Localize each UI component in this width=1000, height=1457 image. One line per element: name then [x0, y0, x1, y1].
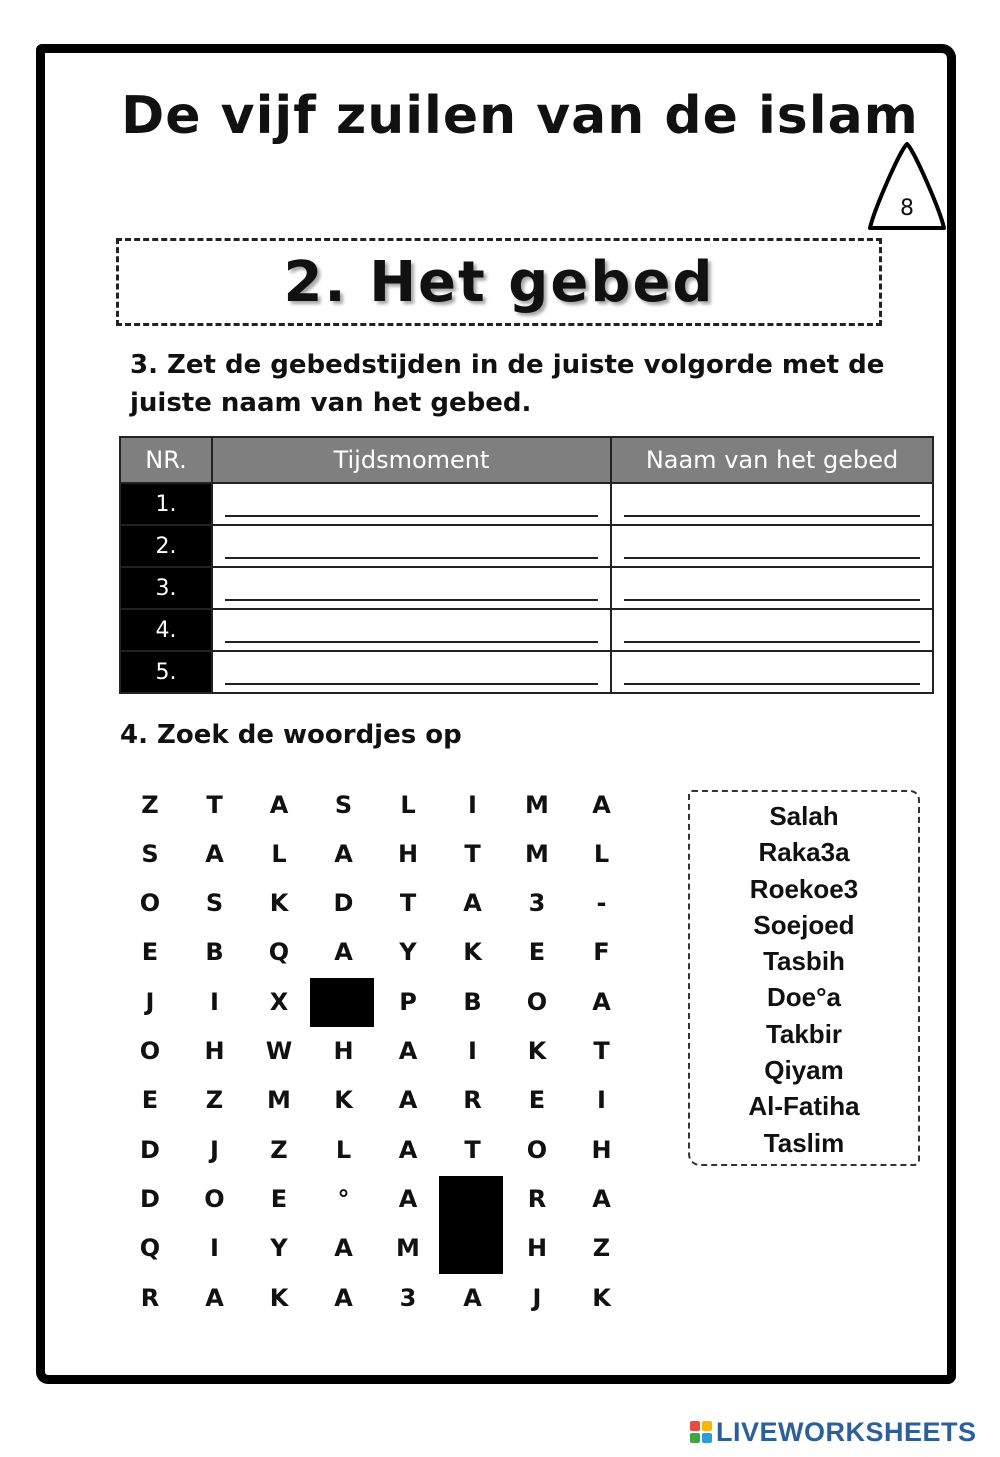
grid-blocked-cell — [439, 1176, 503, 1274]
brand-mark-square — [690, 1433, 700, 1443]
grid-letter[interactable]: B — [205, 938, 224, 967]
grid-letter[interactable]: Z — [141, 790, 159, 819]
question-4: 4. Zoek de woordjes op — [120, 720, 462, 750]
grid-letter[interactable]: Y — [399, 938, 417, 967]
grid-letter[interactable]: F — [593, 938, 610, 967]
grid-letter[interactable]: H — [333, 1037, 354, 1065]
grid-letter[interactable]: R — [463, 1086, 482, 1115]
section-heading: 2. Het gebed — [283, 249, 715, 315]
grid-letter[interactable]: T — [399, 889, 417, 918]
naam-answer-blank[interactable] — [624, 491, 920, 517]
word-list-item: Soejoed — [753, 909, 855, 940]
grid-letter[interactable]: R — [140, 1283, 160, 1312]
grid-letter[interactable]: A — [205, 839, 224, 868]
word-list-item: Raka3a — [758, 837, 850, 868]
table-row — [120, 567, 933, 609]
grid-letter[interactable]: L — [400, 790, 416, 819]
brand-mark-icon — [690, 1421, 712, 1443]
prayer-times-table — [119, 436, 934, 694]
grid-letter[interactable]: L — [271, 839, 287, 868]
grid-letter[interactable]: A — [334, 938, 353, 967]
word-list-item: Takbir — [765, 1018, 843, 1049]
grid-letter[interactable]: E — [141, 938, 159, 967]
column-header-nr: NR. — [120, 437, 212, 483]
grid-letter[interactable]: O — [526, 987, 548, 1016]
grid-letter[interactable]: D — [140, 1184, 160, 1213]
grid-letter[interactable]: A — [398, 1037, 418, 1065]
grid-letter[interactable]: D — [140, 1135, 160, 1164]
word-list-item: Qiyam — [764, 1055, 844, 1086]
grid-letter[interactable]: H — [397, 839, 419, 868]
grid-letter[interactable]: A — [334, 1283, 353, 1312]
grid-letter[interactable]: M — [525, 839, 549, 868]
tijdsmoment-cell — [212, 567, 611, 609]
tijdsmoment-cell — [212, 483, 611, 525]
grid-letter[interactable]: O — [526, 1135, 548, 1164]
grid-letter[interactable]: O — [139, 1037, 161, 1065]
page-title: De vijf zuilen van de islam — [121, 86, 919, 146]
grid-letter[interactable]: K — [527, 1037, 547, 1065]
grid-letter[interactable]: A — [592, 790, 611, 819]
tijdsmoment-answer-blank[interactable] — [225, 533, 598, 559]
section-heading-box — [116, 238, 882, 326]
tijdsmoment-answer-blank[interactable] — [225, 617, 598, 643]
tijdsmoment-answer-blank[interactable] — [225, 575, 598, 601]
grid-letter[interactable]: E — [528, 938, 546, 967]
row-number: 4. — [120, 609, 212, 651]
table-row — [120, 651, 933, 693]
grid-letter[interactable]: O — [139, 889, 161, 918]
word-list-item: Al-Fatiha — [748, 1091, 860, 1122]
grid-letter[interactable]: A — [398, 1184, 418, 1213]
tijdsmoment-cell — [212, 525, 611, 567]
naam-answer-blank[interactable] — [624, 659, 920, 685]
column-header-naam: Naam van het gebed — [611, 437, 933, 483]
grid-letter[interactable]: 3 — [528, 889, 546, 918]
grid-letter[interactable]: T — [206, 790, 223, 819]
grid-letter[interactable]: A — [592, 1184, 611, 1213]
row-number: 2. — [120, 525, 212, 567]
table-row — [120, 609, 933, 651]
grid-blocked-cell — [310, 978, 374, 1027]
grid-letter[interactable]: A — [463, 1283, 482, 1312]
grid-letter[interactable]: I — [210, 987, 219, 1016]
row-number: 3. — [120, 567, 212, 609]
grid-letter[interactable]: Q — [268, 938, 290, 967]
brand-mark-square — [702, 1433, 712, 1443]
naam-cell — [611, 609, 933, 651]
grid-letter[interactable]: Z — [270, 1135, 288, 1164]
grid-letter[interactable]: T — [464, 1135, 481, 1164]
word-list-item: Doe°a — [767, 982, 841, 1013]
naam-answer-blank[interactable] — [624, 617, 920, 643]
grid-letter[interactable]: B — [463, 987, 482, 1016]
naam-cell — [611, 483, 933, 525]
tijdsmoment-answer-blank[interactable] — [225, 491, 598, 517]
grid-letter[interactable]: A — [334, 839, 353, 868]
grid-letter[interactable]: Z — [205, 1086, 224, 1115]
grid-letter[interactable]: S — [334, 790, 353, 819]
grid-letter[interactable]: Q — [139, 1234, 161, 1263]
grid-letter[interactable]: M — [525, 790, 549, 819]
grid-letter[interactable]: J — [210, 1135, 219, 1164]
grid-letter[interactable]: M — [396, 1234, 420, 1263]
grid-letter[interactable]: A — [398, 1135, 418, 1164]
grid-letter[interactable]: E — [270, 1184, 288, 1213]
naam-cell — [611, 651, 933, 693]
grid-letter[interactable]: O — [204, 1184, 225, 1213]
grid-letter[interactable]: E — [141, 1086, 159, 1115]
grid-letter[interactable]: K — [334, 1086, 353, 1115]
grid-letter[interactable]: A — [334, 1234, 353, 1263]
grid-letter[interactable]: M — [267, 1086, 291, 1115]
grid-letter[interactable]: A — [398, 1086, 418, 1115]
grid-letter[interactable]: H — [526, 1234, 548, 1263]
grid-letter[interactable]: A — [269, 790, 289, 819]
grid-letter[interactable]: S — [141, 839, 159, 868]
grid-letter[interactable]: H — [204, 1037, 225, 1065]
word-list-item: Roekoe3 — [749, 873, 859, 904]
grid-letter[interactable]: J — [145, 987, 155, 1016]
grid-letter[interactable]: I — [468, 1037, 477, 1065]
grid-letter[interactable]: ° — [337, 1184, 350, 1213]
question-3: 3. Zet de gebedstijden in de juiste volgorde met de juiste naam van het gebed. — [130, 350, 885, 418]
grid-letter[interactable]: H — [591, 1135, 612, 1164]
naam-cell — [611, 525, 933, 567]
grid-letter[interactable]: D — [333, 889, 354, 918]
naam-cell — [611, 567, 933, 609]
badge-number: 8 — [900, 196, 914, 221]
grid-letter[interactable]: A — [205, 1283, 224, 1312]
grid-letter[interactable]: K — [592, 1283, 611, 1312]
grid-letter[interactable]: A — [592, 987, 611, 1016]
grid-letter[interactable]: L — [335, 1135, 352, 1164]
column-header-tijdsmoment: Tijdsmoment — [212, 437, 611, 483]
row-number: 5. — [120, 651, 212, 693]
grid-letter[interactable]: T — [464, 839, 481, 868]
word-list-item: Taslim — [763, 1127, 845, 1158]
naam-answer-blank[interactable] — [624, 533, 920, 559]
grid-letter[interactable]: K — [269, 1283, 289, 1312]
grid-letter[interactable]: Z — [592, 1234, 611, 1263]
tijdsmoment-answer-blank[interactable] — [225, 659, 598, 685]
grid-letter[interactable]: - — [596, 889, 607, 918]
tijdsmoment-cell — [212, 609, 611, 651]
grid-letter[interactable]: K — [463, 938, 482, 967]
naam-answer-blank[interactable] — [624, 575, 920, 601]
word-list-item: Tasbih — [763, 946, 845, 977]
brand-mark-square — [702, 1421, 712, 1431]
grid-letter[interactable]: L — [593, 839, 610, 868]
table-row — [120, 483, 933, 525]
grid-letter[interactable]: 3 — [399, 1283, 417, 1312]
grid-letter[interactable]: E — [528, 1086, 546, 1115]
grid-letter[interactable]: I — [468, 790, 477, 819]
grid-letter[interactable]: K — [269, 889, 289, 918]
brand-text: LIVEWORKSHEETS — [716, 1416, 977, 1447]
grid-letter[interactable]: Y — [270, 1234, 288, 1263]
grid-letter[interactable]: R — [527, 1184, 547, 1213]
grid-letter[interactable]: I — [597, 1086, 606, 1115]
word-list-box — [688, 790, 920, 1166]
table-row — [120, 525, 933, 567]
grid-letter[interactable]: S — [205, 889, 224, 918]
grid-letter[interactable]: I — [210, 1234, 219, 1263]
grid-letter[interactable]: A — [463, 889, 482, 918]
grid-letter[interactable]: T — [593, 1037, 610, 1065]
word-list-item: Salah — [769, 801, 839, 831]
grid-letter[interactable]: X — [269, 987, 289, 1016]
brand-mark-square — [690, 1421, 700, 1431]
table-header-row — [120, 437, 933, 483]
liveworksheets-logo — [690, 1416, 990, 1448]
grid-letter[interactable]: P — [399, 987, 417, 1016]
grid-letter[interactable]: J — [532, 1283, 542, 1312]
grid-letter[interactable]: W — [265, 1037, 293, 1065]
tijdsmoment-cell — [212, 651, 611, 693]
row-number: 1. — [120, 483, 212, 525]
